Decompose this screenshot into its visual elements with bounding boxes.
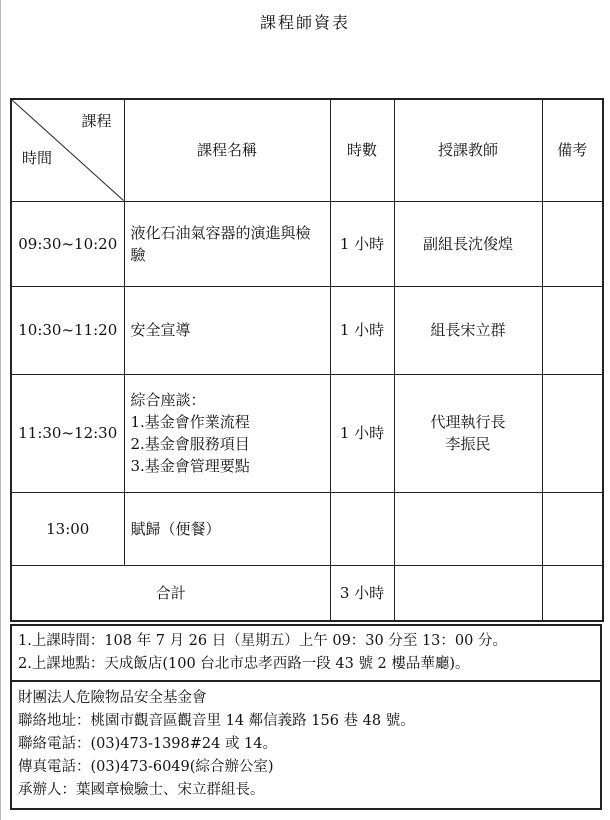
row-teacher: 副組長沈俊煌 bbox=[394, 201, 542, 286]
row-teacher: 組長宋立群 bbox=[394, 286, 542, 374]
row-teacher bbox=[394, 374, 542, 492]
row-remarks bbox=[542, 374, 603, 492]
total-row bbox=[11, 565, 603, 621]
row-course bbox=[124, 374, 330, 492]
header-teacher: 授課教師 bbox=[394, 99, 542, 201]
document-title: 課程師資表 bbox=[259, 13, 350, 32]
contact-phone: 聯絡電話：(03)473-1398#24 或 14。 bbox=[18, 736, 278, 752]
row-teacher bbox=[394, 492, 542, 565]
teacher-line: 李振民 bbox=[445, 435, 491, 453]
row-course: 賦歸（便餐） bbox=[124, 492, 330, 565]
total-hours: 3 小時 bbox=[330, 565, 394, 621]
page-margin-line bbox=[0, 0, 1, 820]
table-row bbox=[11, 374, 603, 492]
total-label: 合計 bbox=[11, 565, 330, 621]
row-time: 09:30~10:20 bbox=[11, 201, 124, 286]
header-time-corner-label: 時間 bbox=[22, 148, 53, 167]
header-course-corner-label: 課程 bbox=[81, 112, 112, 130]
row-time: 11:30~12:30 bbox=[11, 374, 124, 492]
header-course-name: 課程名稱 bbox=[124, 99, 330, 201]
table-row bbox=[11, 286, 603, 374]
row-hours: 1 小時 bbox=[330, 286, 394, 374]
row-hours bbox=[330, 492, 394, 565]
course-line: 2.基金會服務項目 bbox=[130, 435, 250, 453]
course-line: 綜合座談： bbox=[130, 391, 206, 409]
contact-address: 聯絡地址：桃園市觀音區觀音里 14 鄰信義路 156 巷 48 號。 bbox=[18, 713, 415, 729]
row-course: 安全宣導 bbox=[124, 286, 330, 374]
course-line: 1.基金會作業流程 bbox=[130, 413, 250, 431]
teacher-line: 代理執行長 bbox=[430, 413, 506, 431]
note-time: 1.上課時間：108 年 7 月 26 日（星期五）上午 09：30 分至 13：00 分。 bbox=[18, 633, 507, 649]
row-hours: 1 小時 bbox=[330, 374, 394, 492]
row-time: 13:00 bbox=[11, 492, 124, 565]
course-line: 3.基金會管理要點 bbox=[130, 457, 250, 475]
total-teacher bbox=[394, 565, 542, 621]
table-row bbox=[11, 492, 603, 565]
header-hours: 時數 bbox=[330, 99, 394, 201]
row-course: 液化石油氣容器的演進與檢驗 bbox=[124, 201, 330, 286]
course-notes bbox=[10, 624, 602, 682]
diagonal-header-cell bbox=[11, 99, 124, 201]
table-header-row bbox=[11, 99, 603, 201]
row-remarks bbox=[542, 286, 603, 374]
total-remarks bbox=[542, 565, 603, 621]
contact-person: 承辦人：葉國章檢驗士、宋立群組長。 bbox=[18, 782, 265, 798]
contact-info bbox=[10, 680, 602, 810]
row-remarks bbox=[542, 492, 603, 565]
row-remarks bbox=[542, 201, 603, 286]
header-remarks: 備考 bbox=[542, 99, 603, 201]
organization-name: 財團法人危險物品安全基金會 bbox=[18, 690, 207, 706]
row-hours: 1 小時 bbox=[330, 201, 394, 286]
row-time: 10:30~11:20 bbox=[11, 286, 124, 374]
contact-fax: 傳真電話：(03)473-6049(綜合辦公室) bbox=[18, 759, 274, 775]
table-row bbox=[11, 201, 603, 286]
note-location: 2.上課地點：天成飯店(100 台北市忠孝西路一段 43 號 2 樓品華廳)。 bbox=[18, 656, 470, 672]
course-schedule-table bbox=[10, 98, 604, 622]
